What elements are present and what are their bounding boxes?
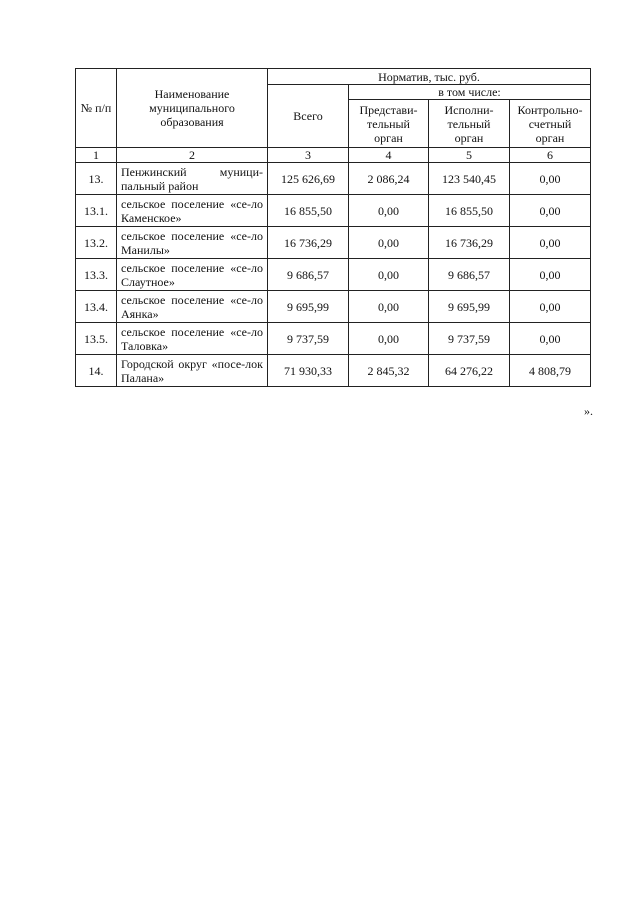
row-total: 16 736,29 (268, 227, 349, 259)
row-audit: 0,00 (510, 163, 591, 195)
col-number: 4 (349, 148, 429, 163)
table-row (76, 323, 591, 355)
row-audit: 0,00 (510, 227, 591, 259)
col-number: 5 (429, 148, 510, 163)
header-rep-organ: Представи-тельный орган (349, 100, 429, 148)
row-name: сельское поселение «се-ло Слаутное» (117, 259, 268, 291)
row-audit: 0,00 (510, 323, 591, 355)
col-number: 3 (268, 148, 349, 163)
row-num: 13.1. (76, 195, 117, 227)
row-total: 125 626,69 (268, 163, 349, 195)
closing-quote-mark: ». (584, 404, 593, 418)
row-num: 13.5. (76, 323, 117, 355)
col-number: 2 (117, 148, 268, 163)
norm-table (75, 68, 591, 387)
row-total: 71 930,33 (268, 355, 349, 387)
header-subgroup: в том числе: (349, 85, 591, 100)
table-row (76, 163, 591, 195)
header-name: Наименование муниципального образования (117, 69, 268, 148)
table-row (76, 259, 591, 291)
col-number: 6 (510, 148, 591, 163)
table-row (76, 227, 591, 259)
row-num: 14. (76, 355, 117, 387)
row-exec: 16 855,50 (429, 195, 510, 227)
header-exec-organ: Исполни-тельный орган (429, 100, 510, 148)
col-number: 1 (76, 148, 117, 163)
row-exec: 9 737,59 (429, 323, 510, 355)
header-norm-group: Норматив, тыс. руб. (268, 69, 591, 85)
table-row (76, 195, 591, 227)
row-rep: 2 086,24 (349, 163, 429, 195)
row-audit: 4 808,79 (510, 355, 591, 387)
row-audit: 0,00 (510, 291, 591, 323)
row-total: 9 686,57 (268, 259, 349, 291)
header-audit-organ: Контрольно-счетный орган (510, 100, 591, 148)
row-total: 9 695,99 (268, 291, 349, 323)
row-exec: 16 736,29 (429, 227, 510, 259)
row-num: 13. (76, 163, 117, 195)
row-rep: 2 845,32 (349, 355, 429, 387)
row-name: сельское поселение «се-ло Аянка» (117, 291, 268, 323)
table-row (76, 291, 591, 323)
row-exec: 9 695,99 (429, 291, 510, 323)
table-row (76, 355, 591, 387)
header-total: Всего (268, 85, 349, 148)
row-name: Пенжинский муници-пальный район (117, 163, 268, 195)
row-rep: 0,00 (349, 227, 429, 259)
header-num: № п/п (76, 69, 117, 148)
row-rep: 0,00 (349, 291, 429, 323)
row-exec: 123 540,45 (429, 163, 510, 195)
row-total: 9 737,59 (268, 323, 349, 355)
row-num: 13.2. (76, 227, 117, 259)
row-name: сельское поселение «се-ло Таловка» (117, 323, 268, 355)
row-rep: 0,00 (349, 195, 429, 227)
row-num: 13.4. (76, 291, 117, 323)
row-audit: 0,00 (510, 195, 591, 227)
column-number-row (76, 148, 591, 163)
row-name: сельское поселение «се-ло Манилы» (117, 227, 268, 259)
row-rep: 0,00 (349, 323, 429, 355)
row-num: 13.3. (76, 259, 117, 291)
row-exec: 9 686,57 (429, 259, 510, 291)
row-name: Городской округ «посе-лок Палана» (117, 355, 268, 387)
row-rep: 0,00 (349, 259, 429, 291)
row-exec: 64 276,22 (429, 355, 510, 387)
row-audit: 0,00 (510, 259, 591, 291)
row-name: сельское поселение «се-ло Каменское» (117, 195, 268, 227)
row-total: 16 855,50 (268, 195, 349, 227)
